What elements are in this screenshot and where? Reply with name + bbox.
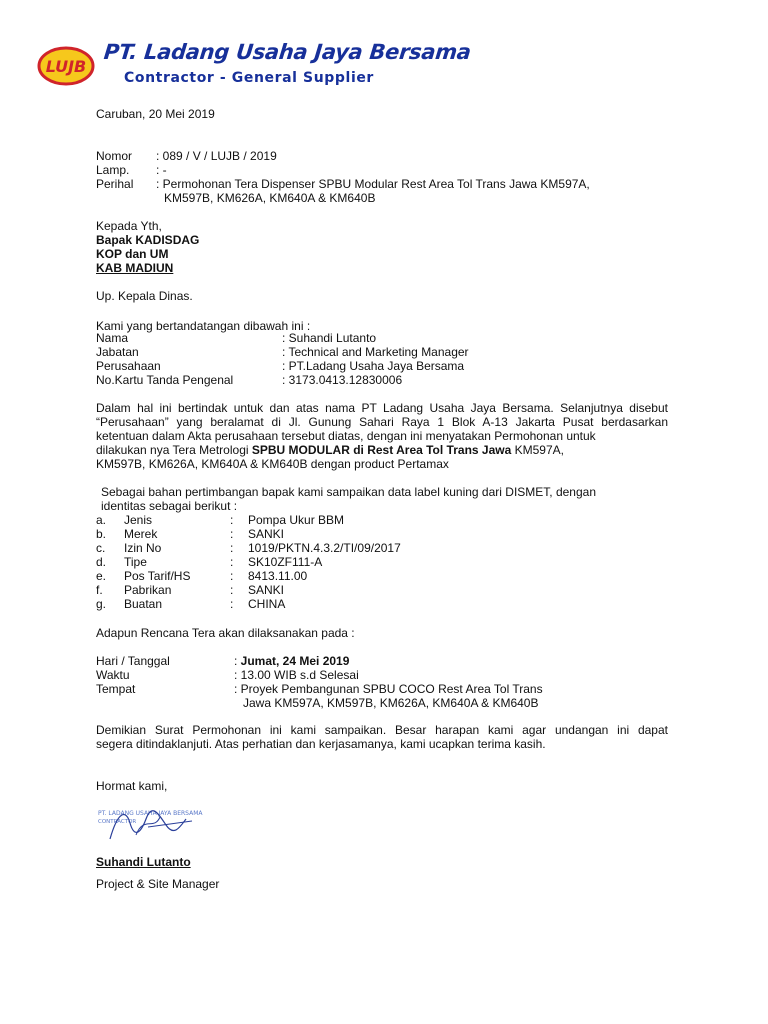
stamp-line-2: CONTRACTOR [98, 819, 137, 825]
signer-info-value: : PT.Ladang Usaha Jaya Bersama [282, 359, 465, 373]
signer-name: Suhandi Lutanto [96, 855, 191, 869]
identity-item-label: Pabrikan [124, 583, 172, 597]
signer-info-value: : Technical and Marketing Manager [282, 345, 469, 359]
recipient-line-3: KAB MADIUN [96, 261, 174, 275]
paragraph-2-line-2: identitas sebagai berikut : [101, 499, 238, 513]
identity-item-value: SANKI [248, 583, 285, 597]
paragraph-1-line-4 [96, 443, 564, 457]
identity-item-label: Izin No [124, 541, 162, 555]
paragraph-1-line-4-bold: SPBU MODULAR di Rest Area Tol Trans Jawa [251, 443, 512, 457]
signer-info-label: Perusahaan [96, 359, 161, 373]
signer-info-value: : Suhandi Lutanto [282, 331, 377, 345]
company-stamp-signature [96, 805, 204, 841]
company-tagline: Contractor - General Supplier [124, 70, 374, 86]
paragraph-1-line-4-end: KM597A, [511, 443, 564, 457]
recipient-line-2: KOP dan UM [96, 247, 169, 261]
schedule-day [96, 654, 696, 668]
schedule-place-label: Tempat [96, 682, 136, 696]
identity-item-label: Buatan [124, 597, 163, 611]
meta-nomor-label: Nomor [96, 149, 133, 163]
schedule-place-value-1: : Proyek Pembangunan SPBU COCO Rest Area Tol Trans [234, 682, 543, 696]
identity-item-letter: e. [96, 569, 107, 583]
schedule-intro: Adapun Rencana Tera akan dilaksanakan pada : [96, 626, 355, 640]
intro-line: Kami yang bertandatangan dibawah ini : [96, 319, 311, 333]
identity-item-value: SK10ZF111-A [248, 555, 323, 569]
recipient-greeting: Kepada Yth, [96, 219, 162, 233]
schedule-place [96, 682, 716, 710]
meta-perihal [96, 177, 716, 205]
paragraph-1-line-5: KM597B, KM626A, KM640A & KM640B dengan product Pertamax [96, 457, 449, 471]
identity-item [96, 541, 516, 555]
schedule-time-value: : 13.00 WIB s.d Selesai [234, 668, 359, 682]
signer-info-value: : 3173.0413.12830006 [282, 373, 403, 387]
identity-item [96, 555, 516, 569]
schedule-time-label: Waktu [96, 668, 130, 682]
identity-item-letter: a. [96, 513, 107, 527]
place-date: Caruban, 20 Mei 2019 [96, 107, 215, 121]
closing-line-2: segera ditindaklanjuti. Atas perhatian dan kerjasamanya, kami ucapkan terima kasih. [96, 737, 546, 751]
signer-info-label: No.Kartu Tanda Pengenal [96, 373, 234, 387]
paragraph-1-line-2: “Perusahaan” yang beralamat di Jl. Gunung Sahari Raya 1 Blok A-13 Jakarta Pusat berdasarkan [96, 415, 668, 429]
paragraph-1-line-4-start: dilakukan nya Tera Metrologi [96, 443, 252, 457]
identity-item-letter: g. [96, 597, 107, 611]
identity-item [96, 597, 516, 611]
meta-perihal-label: Perihal [96, 177, 134, 191]
schedule-day-date: Jumat, 24 Mei 2019 [240, 654, 350, 668]
paragraph-2-line-1: Sebagai bahan pertimbangan bapak kami sampaikan data label kuning dari DISMET, dengan [101, 485, 596, 499]
schedule-place-value-2: Jawa KM597A, KM597B, KM626A, KM640A & KM640B [243, 696, 539, 710]
paragraph-1-line-3: ketentuan dalam Akta perusahaan tersebut diatas, dengan ini menyatakan Permohonan untuk [96, 429, 596, 443]
identity-item-value: SANKI [248, 527, 285, 541]
identity-item-sep: : [230, 583, 234, 597]
schedule-day-value [234, 654, 349, 668]
signoff: Hormat kami, [96, 779, 168, 793]
signer-info-row [96, 373, 696, 387]
identity-item [96, 513, 516, 527]
meta-nomor-value: : 089 / V / LUJB / 2019 [156, 149, 277, 163]
identity-item-sep: : [230, 513, 234, 527]
identity-item-letter: d. [96, 555, 107, 569]
identity-item-value: Pompa Ukur BBM [248, 513, 345, 527]
identity-item [96, 569, 516, 583]
signer-info-row [96, 331, 696, 345]
identity-item-sep: : [230, 527, 234, 541]
company-logo [37, 46, 95, 86]
signer-info-row [96, 359, 696, 373]
identity-item [96, 527, 516, 541]
closing-line-1: Demikian Surat Permohonan ini kami sampaikan. Besar harapan kami agar undangan ini dapat [96, 723, 668, 737]
identity-item-sep: : [230, 597, 234, 611]
identity-item [96, 583, 516, 597]
meta-perihal-value-2: KM597B, KM626A, KM640A & KM640B [164, 191, 376, 205]
identity-item-sep: : [230, 569, 234, 583]
schedule-time [96, 668, 696, 682]
company-name: PT. Ladang Usaha Jaya Bersama [102, 40, 473, 64]
identity-item-sep: : [230, 541, 234, 555]
logo-text: LUJB [45, 57, 87, 76]
meta-perihal-value-1: : Permohonan Tera Dispenser SPBU Modular Rest Area Tol Trans Jawa KM597A, [156, 177, 590, 191]
identity-item-value: 1019/PKTN.4.3.2/TI/09/2017 [248, 541, 401, 555]
meta-lamp-value: : - [156, 163, 167, 177]
signer-info-row [96, 345, 696, 359]
identity-item-value: CHINA [248, 597, 286, 611]
paragraph-1-line-1: Dalam hal ini bertindak untuk dan atas nama PT Ladang Usaha Jaya Bersama. Selanjutnya disebut [96, 401, 668, 415]
identity-item-label: Jenis [124, 513, 153, 527]
identity-item-letter: b. [96, 527, 107, 541]
meta-lamp-label: Lamp. [96, 163, 130, 177]
identity-item-letter: f. [96, 583, 103, 597]
attention-line: Up. Kepala Dinas. [96, 289, 193, 303]
signer-info-label: Nama [96, 331, 129, 345]
identity-item-label: Tipe [124, 555, 147, 569]
signer-info-label: Jabatan [96, 345, 139, 359]
schedule-day-sep: : [234, 654, 241, 668]
signer-title: Project & Site Manager [96, 877, 220, 891]
identity-item-value: 8413.11.00 [248, 569, 308, 583]
stamp-line-1: PT. LADANG USAHA JAYA BERSAMA [98, 810, 203, 817]
meta-nomor [96, 149, 696, 163]
meta-lamp [96, 163, 696, 177]
identity-item-label: Merek [124, 527, 158, 541]
identity-item-sep: : [230, 555, 234, 569]
schedule-day-label: Hari / Tanggal [96, 654, 170, 668]
identity-item-letter: c. [96, 541, 106, 555]
recipient-line-1: Bapak KADISDAG [96, 233, 200, 247]
identity-item-label: Pos Tarif/HS [124, 569, 191, 583]
